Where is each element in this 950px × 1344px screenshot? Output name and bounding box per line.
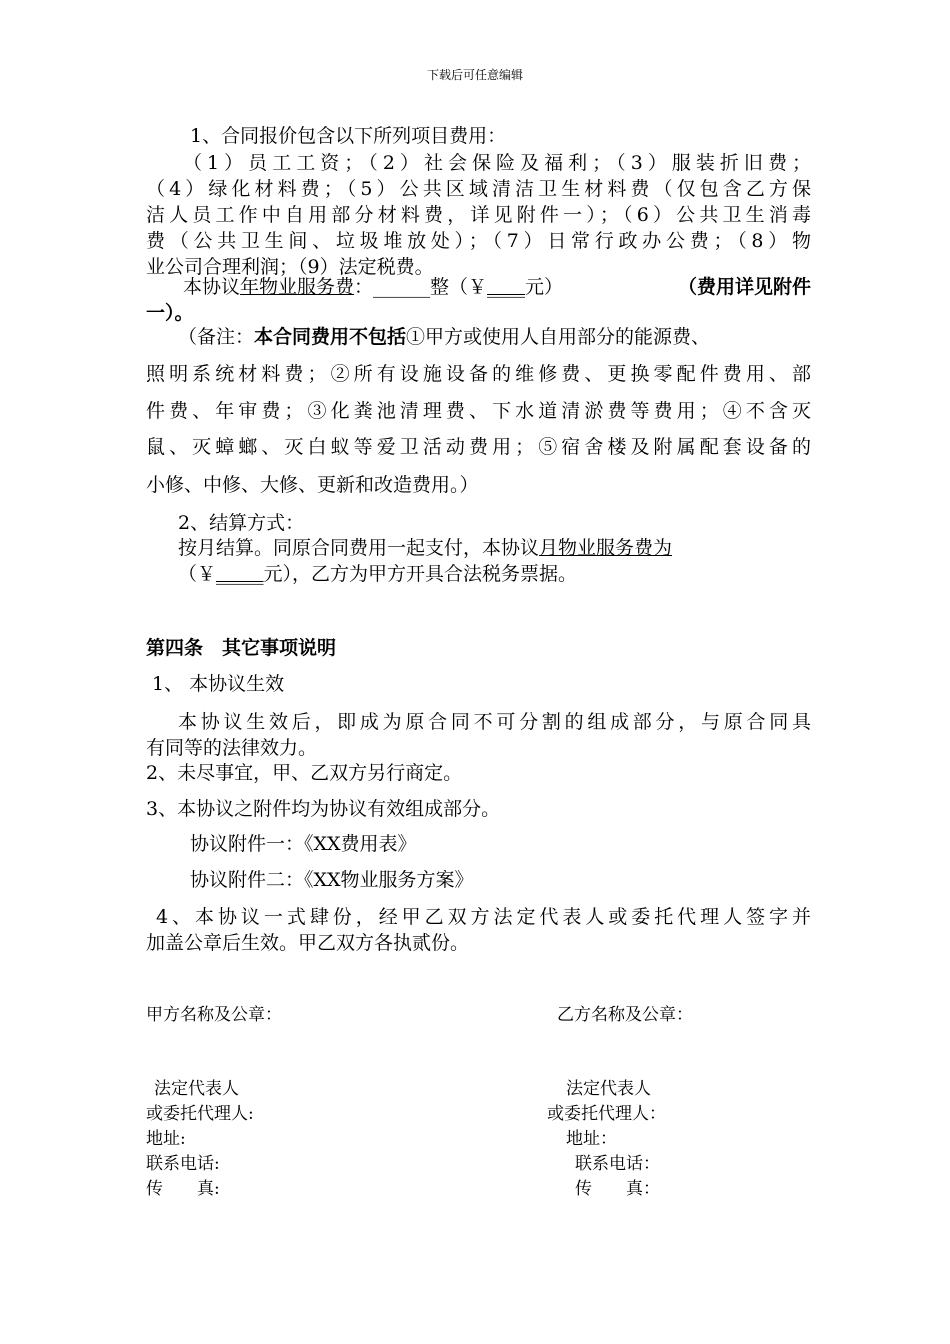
party-a-phone: 联系电话: [146, 1154, 220, 1174]
section4-heading: 第四条 其它事项说明 [146, 637, 337, 659]
section4-item1: 1、 本协议生效 [146, 673, 285, 695]
monthly-fee-suffix: 元），乙方为甲方开具合法税务票据。 [263, 563, 578, 585]
annual-fee-amount: ：______整（￥ [354, 276, 488, 298]
section4-item4-line2: 加盖公章后生效。甲乙双方各执贰份。 [146, 932, 470, 954]
annual-fee-prefix: 本协议 [183, 276, 241, 298]
annual-fee-attachment-note: （费用详见附件 [677, 276, 811, 298]
item1-line5: 业公司合理利润；（9）法定税费。 [146, 256, 434, 278]
annual-fee-attachment-note-cont: 一）。 [146, 302, 194, 324]
item2-line1 [178, 535, 672, 561]
party-b-address: 地址： [566, 1129, 617, 1149]
party-a-address: 地址: [146, 1129, 186, 1149]
party-b-phone: 联系电话： [575, 1154, 660, 1174]
monthly-fee-label: 月物业服务费为 [539, 537, 673, 559]
annual-fee-unit: 元） [525, 276, 564, 298]
note-line2: 照明系统材料费；②所有设施设备的维修费、更换零配件费用、部 [146, 363, 811, 385]
item1-line2: （4）绿化材料费；（5）公共区域清洁卫生材料费（仅包含乙方保 [146, 178, 811, 200]
note-line4: 鼠、灭蟑螂、灭白蚁等爱卫活动费用；⑤宿舍楼及附属配套设备的 [146, 436, 811, 458]
note-line1 [178, 324, 811, 350]
settlement-text: 按月结算。同原合同费用一起支付，本协议 [178, 537, 540, 559]
party-b-legal-rep: 法定代表人 [566, 1079, 651, 1099]
section4-item1-body-line1: 本协议生效后，即成为原合同不可分割的组成部分，与原合同具 [178, 711, 811, 733]
item1-line4: 费（公共卫生间、垃圾堆放处）；（7）日常行政办公费；（8）物 [146, 230, 811, 252]
note-prefix: （备注： [178, 326, 255, 348]
attachment-1: 协议附件一：《XX费用表》 [190, 833, 417, 855]
party-b-agent: 或委托代理人： [547, 1104, 666, 1124]
party-b-name-seal: 乙方名称及公章： [557, 1005, 693, 1025]
note-exclusion-label: 本合同费用不包括 [254, 326, 407, 348]
section4-item4-line1: 4、本协议一式肆份，经甲乙双方法定代表人或委托代理人签字并 [146, 906, 811, 928]
page-header: 下载后可任意编辑 [426, 68, 523, 82]
monthly-fee-prefix: （￥ [178, 563, 217, 585]
item2-line2 [178, 561, 577, 587]
section4-item3: 3、本协议之附件均为协议有效组成部分。 [146, 798, 501, 820]
party-a-agent: 或委托代理人: [146, 1104, 254, 1124]
note-line3: 件费、年审费；③化粪池清理费、下水道清淤费等费用；④不含灭 [146, 400, 811, 422]
item1-line3: 洁人员工作中自用部分材料费，详见附件一）；（6）公共卫生消毒 [146, 204, 811, 226]
annual-fee-line [183, 274, 811, 300]
party-b-fax: 传 真： [575, 1179, 660, 1199]
attachment-2: 协议附件二：《XX物业服务方案》 [190, 869, 474, 891]
item2-title: 2、结算方式： [178, 512, 305, 534]
annual-fee-label: 年物业服务费 [240, 276, 355, 298]
note-line1-rest: ①甲方或使用人自用部分的能源费、 [406, 326, 711, 348]
monthly-fee-blank: _____ [216, 563, 264, 585]
party-a-legal-rep: 法定代表人 [154, 1079, 239, 1099]
party-a-fax: 传 真: [146, 1179, 220, 1199]
item1-line1: （1）员工工资；（2）社会保险及福利；（3）服装折旧费； [183, 152, 811, 174]
item1-title: 1、合同报价包含以下所列项目费用： [190, 125, 507, 147]
section4-item1-body-line2: 有同等的法律效力。 [146, 737, 318, 759]
annual-fee-blank: ____ [487, 276, 526, 298]
note-line5: 小修、中修、大修、更新和改造费用。） [146, 474, 479, 496]
party-a-name-seal: 甲方名称及公章： [146, 1005, 282, 1025]
section4-item2: 2、未尽事宜，甲、乙双方另行商定。 [146, 762, 463, 784]
